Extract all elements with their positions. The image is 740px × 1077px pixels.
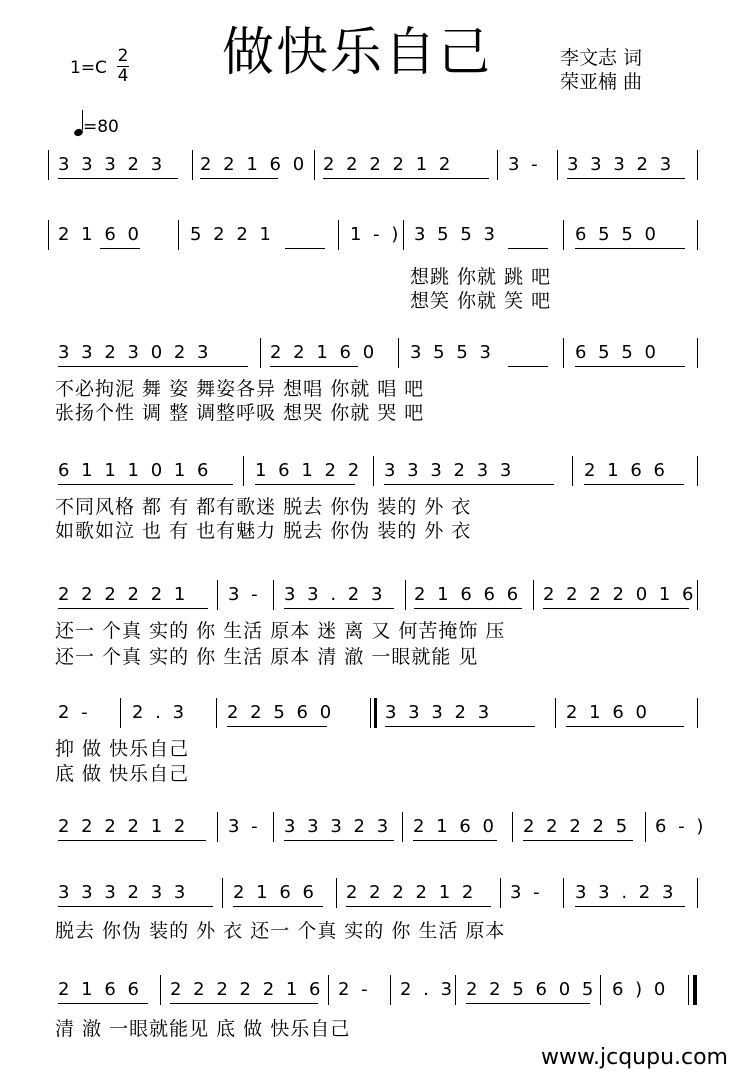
measure: 3 - — [228, 816, 261, 837]
measure: 2 - — [338, 979, 371, 1000]
measure: 3 3 3 2 3 3 — [58, 882, 189, 903]
lyric-line: 还一 个真 实的 你 生活 原本 迷 离 又 何苦掩饰 压 — [55, 620, 506, 642]
lyric-line: 底 做 快乐自己 — [55, 763, 190, 785]
measure: 2 2 2 2 1 2 — [58, 816, 189, 837]
measure: 2 2 2 2 1 2 — [323, 154, 454, 175]
measure: 2 2 1 6 0 — [200, 154, 308, 175]
meter-bottom: 4 — [117, 66, 129, 86]
measure: 3 - — [228, 584, 261, 605]
measure: 6 1 1 1 0 1 6 — [58, 460, 212, 481]
measure: 2 2 2 2 0 1 6 — [543, 584, 697, 605]
measure: 2 1 6 0 — [566, 702, 650, 723]
measure: 2 1 6 6 6 — [414, 584, 522, 605]
measure: 3 - — [508, 154, 541, 175]
measure: 3 5 5 3 — [410, 342, 494, 363]
tempo-marking — [74, 110, 119, 137]
measure: 1 6 1 2 2 — [255, 460, 363, 481]
quarter-note-icon — [74, 117, 83, 137]
measure: 2 2 2 2 2 1 6 — [170, 979, 324, 1000]
measure: 2 2 5 6 0 — [227, 702, 335, 723]
composer: 荣亚楠 曲 — [560, 71, 643, 93]
lyric-line: 不必拘泥 舞 姿 舞姿各异 想唱 你就 唱 吧 — [55, 378, 425, 400]
watermark: www.jcqupu.com — [541, 1045, 728, 1070]
measure: 3 3 3 2 3 — [284, 816, 392, 837]
lyric-line: 脱去 你伪 装的 外 衣 还一 个真 实的 你 生活 原本 — [55, 920, 506, 942]
lyric-line: 张扬个性 调 整 调整呼吸 想哭 你就 哭 吧 — [55, 402, 425, 424]
measure: 3 3 . 2 3 — [284, 584, 386, 605]
measure: 2 2 1 6 0 — [270, 342, 378, 363]
measure: 2 . 3 — [132, 702, 188, 723]
key-signature: 1=C — [70, 58, 107, 78]
measure: 3 3 3 2 3 — [58, 154, 166, 175]
measure: 2 1 6 6 — [584, 460, 668, 481]
measure: 2 2 5 6 0 5 — [466, 979, 597, 1000]
measure: 6 ) 0 — [612, 979, 669, 1000]
measure: 3 3 . 2 3 — [575, 882, 677, 903]
lyric-line: 不同风格 都 有 都有歌迷 脱去 你伪 装的 外 衣 — [55, 496, 472, 518]
lyric-line: 想跳 你就 跳 吧 — [410, 266, 552, 288]
measure: 6 - ) — [655, 816, 707, 837]
lyric-line: 抑 做 快乐自己 — [55, 738, 190, 760]
measure: 2 2 2 2 1 2 — [346, 882, 477, 903]
measure: 2 1 6 6 — [58, 979, 142, 1000]
credits — [560, 46, 642, 94]
tempo-value: =80 — [83, 117, 119, 137]
measure: 3 3 2 3 0 2 3 — [58, 342, 212, 363]
measure: 3 3 3 2 3 — [385, 702, 493, 723]
measure: 3 - — [510, 882, 543, 903]
lyric-line: 清 澈 一眼就能见 底 做 快乐自己 — [55, 1018, 351, 1040]
lyric-line: 想笑 你就 笑 吧 — [410, 290, 552, 312]
measure: 6 5 5 0 — [575, 224, 659, 245]
measure: 2 1 6 0 — [413, 816, 497, 837]
measure: 2 1 6 6 — [233, 882, 317, 903]
measure: 3 3 3 2 3 — [567, 154, 675, 175]
measure: 2 - — [58, 702, 91, 723]
measure: 2 2 2 2 2 1 — [58, 584, 189, 605]
measure: 3 5 5 3 — [414, 224, 498, 245]
measure: 3 3 3 2 3 3 — [384, 460, 515, 481]
measure: 1 - ) — [350, 224, 402, 245]
measure: 2 2 2 2 5 — [523, 816, 631, 837]
measure: 2 . 3 — [400, 979, 456, 1000]
song-title: 做快乐自己 — [222, 23, 493, 83]
measure: 2 1 6 0 — [58, 224, 142, 245]
lyric-line: 如歌如泣 也 有 也有魅力 脱去 你伪 装的 外 衣 — [55, 520, 472, 542]
measure: 5 2 2 1 — [190, 224, 274, 245]
time-signature — [117, 48, 129, 85]
measure: 6 5 5 0 — [575, 342, 659, 363]
lyric-line: 还一 个真 实的 你 生活 原本 清 澈 一眼就能 见 — [55, 646, 479, 668]
lyricist: 李文志 词 — [560, 47, 643, 69]
meter-top: 2 — [117, 46, 129, 66]
